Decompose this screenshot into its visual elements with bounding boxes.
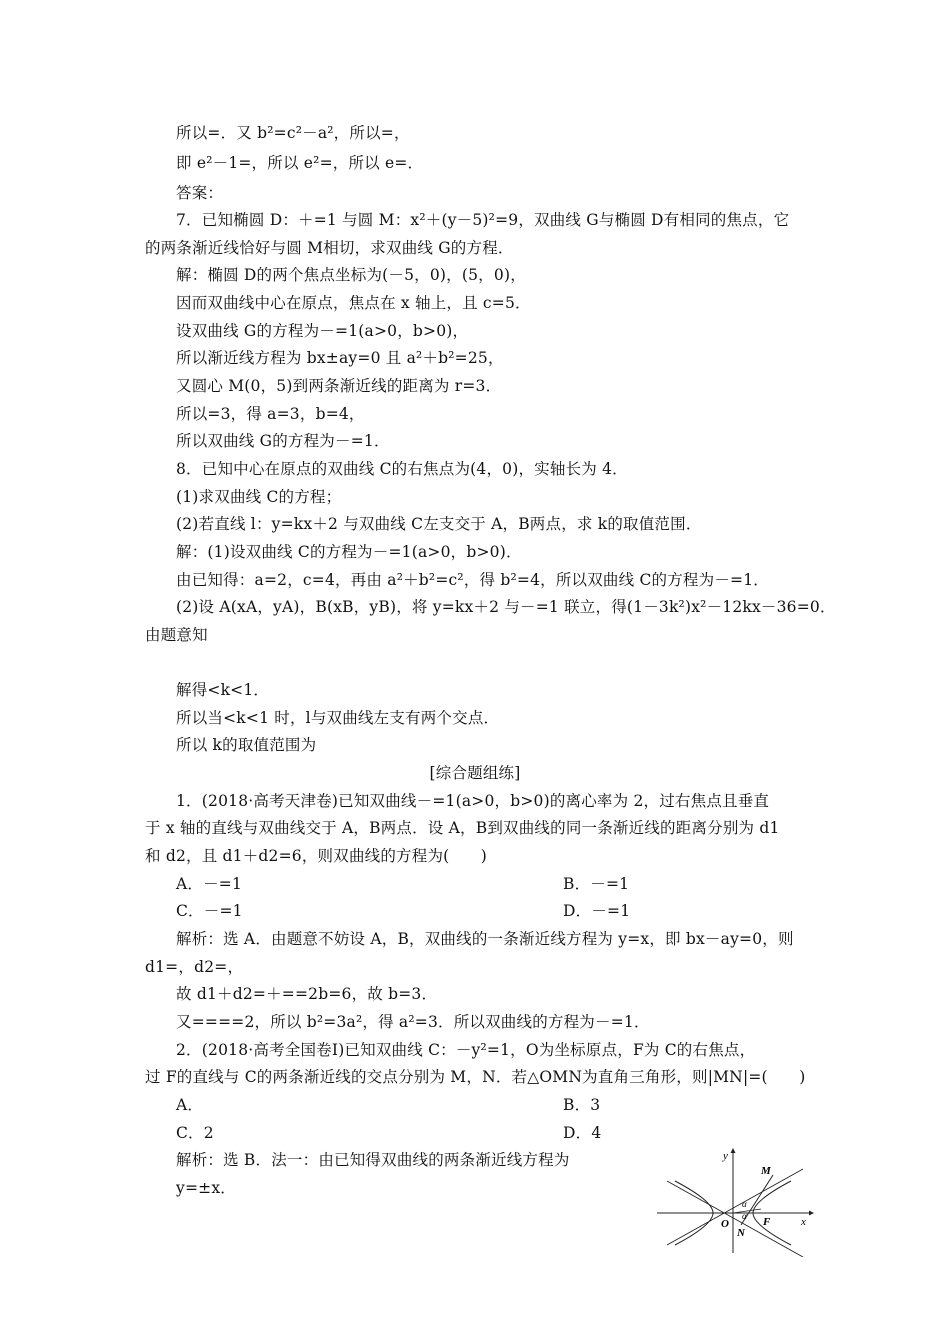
text-line: 所以当<k<1 时，l与双曲线左支有两个交点． <box>176 709 500 727</box>
text-line: 的两条渐近线恰好与圆 M相切，求双曲线 G的方程． <box>145 239 514 257</box>
text-line: 于 x 轴的直线与双曲线交于 A，B两点．设 A，B到双曲线的同一条渐近线的距离分别为 d1 <box>145 819 780 837</box>
text-line: 故 d1＋d2=＋==2b=6，故 b=3． <box>176 985 438 1003</box>
asymptote-lower <box>667 1181 803 1257</box>
y-axis-arrow <box>731 1148 736 1153</box>
text-line: 7．已知椭圆 D：＋=1 与圆 M：x²＋(y－5)²=9，双曲线 G与椭圆 D有相同的焦点，它 <box>176 211 790 229</box>
text-line: 所以渐近线方程为 bx±ay=0 且 a²＋b²=25， <box>176 349 504 367</box>
hyperbola-figure <box>655 1145 815 1257</box>
text-line: 解析：选 B．法一：由已知得双曲线的两条渐近线方程为 <box>176 1151 570 1169</box>
label-alpha-lower: α <box>742 1211 747 1221</box>
text-line: 所以 k的取值范围为 <box>176 736 317 754</box>
text-line: y=±x． <box>176 1179 236 1197</box>
label-o: O <box>721 1218 729 1230</box>
text-line: (2)设 A(xA，yA)，B(xB，yB)，将 y=kx＋2 与－=1 联立，得(1－3k²)x²－12kx－36=0． <box>176 598 836 616</box>
text-line: 过 F的直线与 C的两条渐近线的交点分别为 M，N．若△OMN为直角三角形，则|MN|=( ) <box>145 1068 806 1086</box>
label-f: F <box>763 1216 771 1228</box>
text-line: 解析：选 A．由题意不妨设 A，B，双曲线的一条渐近线方程为 y=x，即 bx－ay=0，则 <box>176 930 794 948</box>
text-line: 答案： <box>176 184 224 202</box>
x-axis-arrow <box>809 1211 814 1216</box>
text-line: 解：椭圆 D的两个焦点坐标为(－5，0)，(5，0)， <box>176 266 526 284</box>
text-line: 又圆心 M(0，5)到两条渐近线的距离为 r=3． <box>176 377 502 395</box>
text-line: 即 e²－1=，所以 e²=，所以 e=． <box>176 154 424 172</box>
text-line: 所以=3，得 a=3，b=4， <box>176 405 365 423</box>
option-c: C．2 <box>176 1124 214 1142</box>
option-b: B．3 <box>563 1096 601 1114</box>
text-line: 8．已知中心在原点的双曲线 C的右焦点为(4，0)，实轴长为 4． <box>176 460 628 478</box>
label-n: N <box>737 1227 745 1239</box>
text-line: 和 d2，且 d1＋d2=6，则双曲线的方程为( ) <box>145 847 488 865</box>
text-line: 设双曲线 G的方程为－=1(a>0，b>0)， <box>176 322 469 340</box>
label-x: x <box>801 1216 806 1228</box>
option-a: A． <box>176 1096 204 1114</box>
text-line: 由已知得：a=2，c=4，再由 a²＋b²=c²，得 b²=4，所以双曲线 C的方程为－=1． <box>176 571 769 589</box>
text-line: d1=，d2=， <box>145 958 244 976</box>
asymptote-upper <box>667 1169 803 1245</box>
text-line: 1．(2018·高考天津卷)已知双曲线－=1(a>0，b>0)的离心率为 2，过右焦点且垂直 <box>176 792 770 810</box>
text-line: 又====2，所以 b²=3a²，得 a²=3．所以双曲线的方程为－=1． <box>176 1013 650 1031</box>
text-line: 解得<k<1． <box>176 681 270 699</box>
text-line: (2)若直线 l：y=kx＋2 与双曲线 C左支交于 A，B两点，求 k的取值范围． <box>176 515 702 533</box>
option-d: D．－=1 <box>563 902 631 920</box>
option-d: D．4 <box>563 1124 602 1142</box>
text-line: 2．(2018·高考全国卷Ⅰ)已知双曲线 C：－y²=1，O为坐标原点，F为 C的右焦点， <box>176 1041 756 1059</box>
text-line: (1)求双曲线 C的方程； <box>176 488 342 506</box>
option-b: B．－=1 <box>563 875 630 893</box>
section-heading: [综合题组练] <box>429 764 521 782</box>
text-line: 由题意知 <box>145 626 208 644</box>
label-m: M <box>761 1165 771 1177</box>
segment-of <box>733 1209 761 1213</box>
text-line: 所以双曲线 G的方程为－=1． <box>176 432 390 450</box>
label-y: y <box>723 1150 728 1162</box>
text-line: 因而双曲线中心在原点，焦点在 x 轴上，且 c=5． <box>176 294 531 312</box>
label-alpha-upper: α <box>742 1199 747 1209</box>
option-a: A．－=1 <box>176 875 243 893</box>
text-line: 所以=．又 b²=c²－a²，所以=， <box>176 124 410 142</box>
option-c: C．－=1 <box>176 902 243 920</box>
text-line: 解：(1)设双曲线 C的方程为－=1(a>0，b>0)． <box>176 543 522 561</box>
